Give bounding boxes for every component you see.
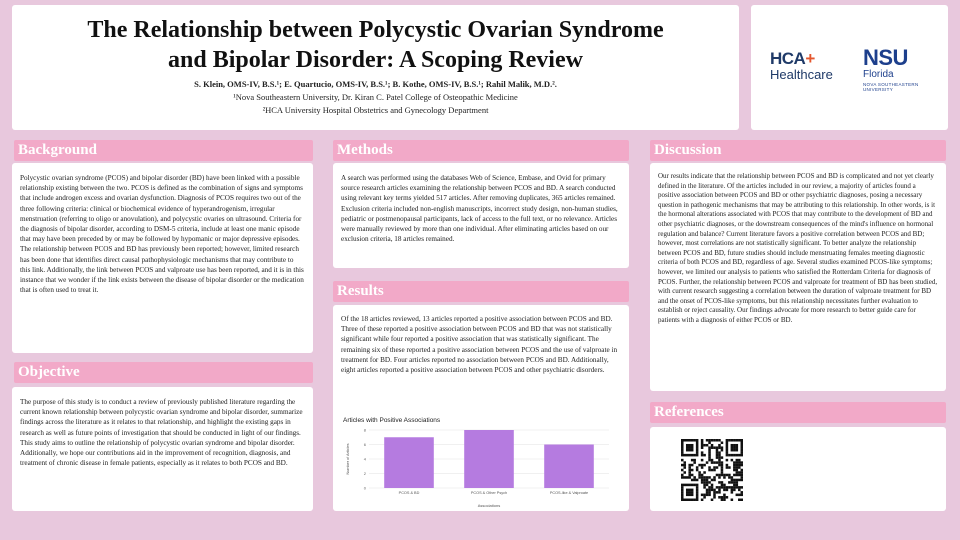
nsu-florida-logo: [863, 47, 919, 92]
chart-title: Articles with Positive Associations: [343, 417, 441, 424]
chart-bar: [384, 437, 434, 488]
chart-bar: [464, 430, 514, 488]
nsu-logo-text: NSU: [863, 45, 908, 70]
chart-x-tick-label: PCOS & Other Psych: [470, 491, 508, 495]
chart-x-tick-label: PCOS & BD: [398, 491, 420, 495]
background-text: Polycystic ovarian syndrome (PCOS) and bipolar disorder (BD) have been linked with a possible relationship existing between the two. PCOS is defined as the combination of signs and symptoms that include androgen excess and ovarian dysfunction. Diagnosis of PCOS requires two out of the three following criteria: clinical or biochemical evidence of hyperandrogenism, irregular menstruation (referring to oligo or anovulation), and polycystic ovaries on ultrasound. Criteria for the diagnosis of bipolar disorder, according to DSM-5 criteria, include at least one manic episode that may have been preceded by or may be followed by hypomanic or major depressive episodes. The relationship between PCOS and BD has previously been reported; however, limited research has been done that identifies direct causal pathophysiologic mechanisms that may contribute to this link. Additionally, the link between PCOS and valproate use has been reported, and it is in this instance that we wonder if the link exists between the disease of bipolar disorder or the medication that is often used to treat it.: [20, 174, 304, 295]
chart-y-tick-label: 6: [363, 442, 366, 447]
hca-healthcare-logo: [770, 50, 833, 82]
background-heading: Background: [14, 140, 313, 161]
methods-panel: [333, 163, 629, 268]
nsu-logo-subtext: Florida: [863, 69, 894, 80]
title-line-1: The Relationship between Polycystic Ovarian Syndrome: [87, 17, 664, 43]
background-panel: [12, 163, 313, 353]
nsu-logo-university: [863, 82, 919, 92]
chart-x-tick-label: PCOS-like & Valproate: [549, 491, 589, 495]
discussion-panel: [650, 163, 946, 391]
chart-y-tick-label: 2: [363, 471, 366, 476]
objective-panel: [12, 387, 313, 511]
results-text: Of the 18 articles reviewed, 13 articles reported a positive association between PCOS and BD. Three of these reported a positive association between PCOS and BD that was not statistically significant while four reported a positive association that was statistically significant. The remaining six of these reported a positive association between PCOS and the use of valproate in treatment for BD. Four articles reported no association between PCOS and BD. Additionally, eight articles reported a positive association between PCOS and other psychiatric disorders.: [341, 315, 618, 375]
chart-y-axis-label: Number of Articles: [346, 443, 350, 475]
poster-title: [12, 5, 739, 75]
logo-panel: [751, 5, 948, 130]
authors: S. Klein, OMS-IV, B.S.¹; E. Quartucio, OMS-IV, B.S.¹; B. Kothe, OMS-IV, B.S.¹; Rahil Malik, M.D.².: [194, 79, 557, 89]
methods-text: A search was performed using the databases Web of Science, Embase, and Ovid for primary source research articles examining the relationship between PCOS and BD. A search conducted using relevant key terms yielded 517 articles. After removing duplicates, 365 articles remained. Exclusion criteria included non-english manuscripts, incorrect study design, non-human studies, pediatric or postmenopausal participants, lack of access to the full text, or no relevance. Articles were manually reviewed by more than one individual. After eliminating articles based on our exclusion criteria, 18 articles remained.: [341, 174, 618, 244]
title-line-2: and Bipolar Disorder: A Scoping Review: [168, 47, 583, 73]
results-heading: Results: [333, 281, 629, 302]
objective-text: The purpose of this study is to conduct a review of previously published literature regarding the current known relationship between polycystic ovarian syndrome and bipolar disorder, summarize findings across the literature as it relates to that relationship, and highlight the existing gaps in research as well as future points of investigation that should be conducted in light of our findings. This study aims to outline the relationship of polycystic ovarian syndrome and bipolar disorder. Additionally, we hope our contributions aid in the improvement of recognition, diagnosis, and treatment of chronic disease in female patients, especially as it relates to both PCOS and BD.: [20, 398, 303, 468]
nsu-logo-line-b: UNIVERSITY: [863, 87, 894, 92]
title-panel: [12, 5, 739, 130]
chart-y-tick-label: 8: [363, 427, 366, 433]
positive-associations-chart: [339, 412, 617, 510]
discussion-text: Our results indicate that the relationship between PCOS and BD is complicated and not yet clearly defined in the literature. Of the articles included in our review, a majority of articles found a positive association between PCOS and BD or other psychiatric diagnoses, posing a necessary question in pathogenic mechanisms that may be attributing to this relationship. In other words, is it the hormonal alterations associated with PCOS that may contribute to the development of BD and other psychiatric diagnoses, or the downstream consequences of the mind's influence on hormonal regulation and balance? Current literature favors a positive correlation between PCOS and BD; however, most correlations are not statistically significant. To better analyze the relationship between PCOS and BD, future studies should include menstruating females meeting diagnostic criteria of both PCOS and BD, regardless of age. Several studies examined PCOS-like symptoms; however, we limited our analysis to patients who satisfied the Rotterdam Criteria for diagnosis of PCOS. Further, the relationship between PCOS and valproate for treatment of BD has been studied, with current research suggesting a correlation between the duration of valproate treatment for BD and the onset of PCOS-like symptoms, but this relationship necessitates further evaluation to establish or reject causality. Our findings advocate for more research to better guide care for patients with a diagnosis of either PCOS or BD.: [658, 172, 938, 324]
affiliation-1: ¹Nova Southeastern University, Dr. Kiran C. Patel College of Osteopathic Medicine: [233, 92, 518, 102]
chart-y-tick-label: 0: [363, 485, 366, 491]
hca-logo-subtext: Healthcare: [770, 67, 833, 82]
hca-plus-icon: +: [805, 49, 815, 68]
qr-code-icon[interactable]: [681, 439, 743, 501]
hca-logo-text: HCA: [770, 49, 806, 68]
objective-heading: Objective: [14, 362, 313, 383]
discussion-heading: Discussion: [650, 140, 946, 161]
methods-heading: Methods: [333, 140, 629, 161]
chart-x-axis-label: Associations: [477, 503, 501, 508]
references-heading: References: [650, 402, 946, 423]
chart-y-tick-label: 4: [363, 456, 366, 462]
references-panel: [650, 427, 946, 511]
chart-bar: [544, 445, 594, 489]
affiliation-2: ²HCA University Hospital Obstetrics and Gynecology Department: [262, 105, 489, 115]
nsu-logo-line-a: NOVA SOUTHEASTERN: [863, 82, 919, 87]
